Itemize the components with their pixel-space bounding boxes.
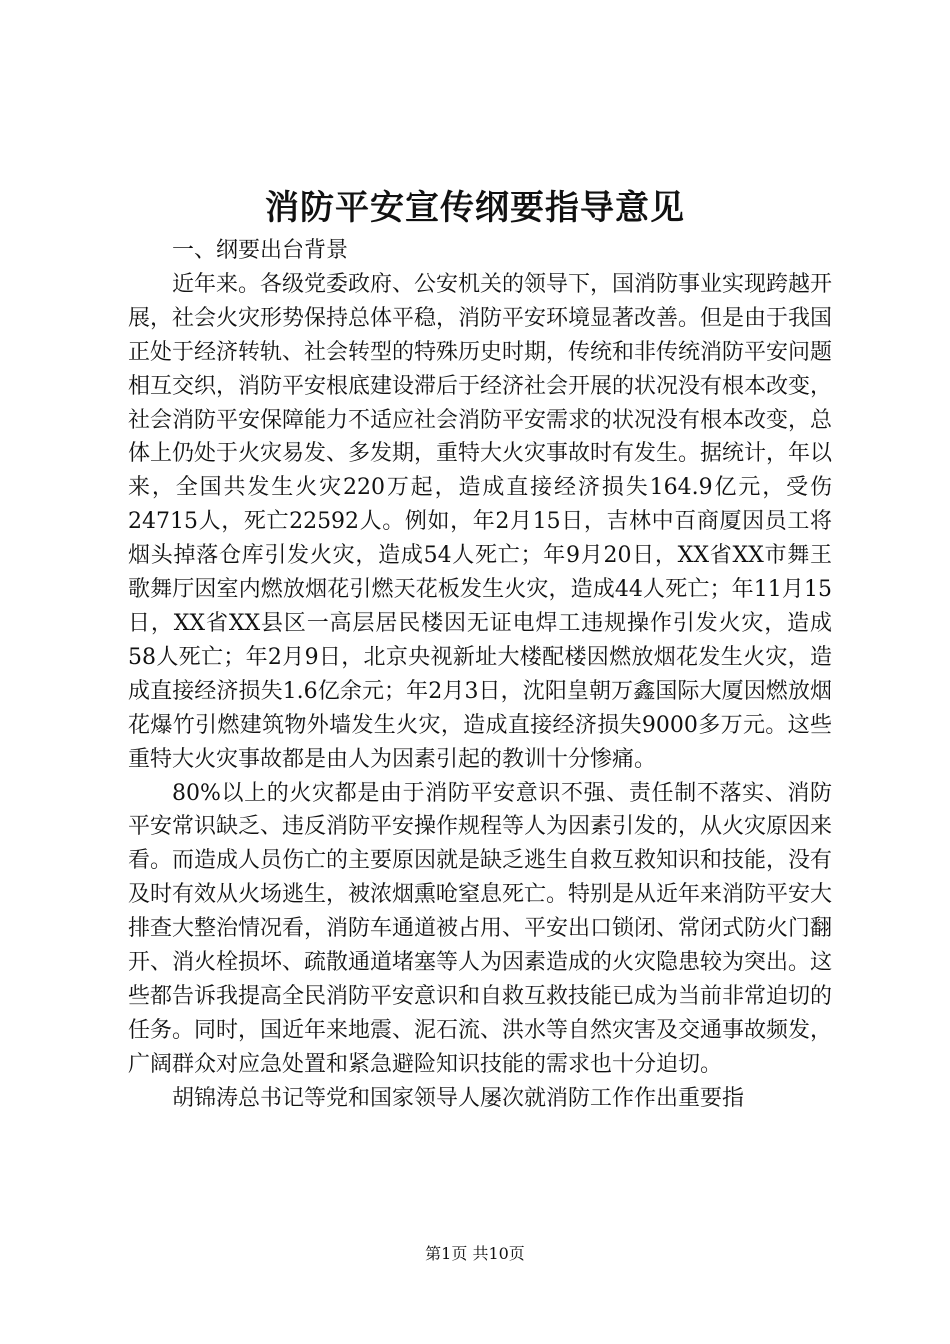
- document-body: [128, 234, 832, 1116]
- paragraph-causes: 80%以上的火灾都是由于消防平安意识不强、责任制不落实、消防平安常识缺乏、违反消防平安操作规程等人为因素引发的，从火灾原因来看。而造成人员伤亡的主要原因就是缺乏逃生自救互救知识和技能，没有及时有效从火场逃生，被浓烟熏呛窒息死亡。特别是从近年来消防平安大排查大整治情况看，消防车通道被占用、平安出口锁闭、常闭式防火门翻开、消火栓损坏、疏散通道堵塞等人为因素造成的火灾隐患较为突出。这些都告诉我提高全民消防平安意识和自救互救技能已成为当前非常迫切的任务。同时，国近年来地震、泥石流、洪水等自然灾害及交通事故频发，广阔群众对应急处置和紧急避险知识技能的需求也十分迫切。: [128, 780, 833, 1077]
- page-footer: [0, 1243, 950, 1265]
- section-heading: 一、纲要出台背景: [172, 238, 349, 263]
- paragraph-leadership: 胡锦涛总书记等党和国家领导人屡次就消防工作作出重要指: [172, 1085, 745, 1111]
- document-title: 消防平安宣传纲要指导意见: [265, 188, 685, 228]
- paragraph-background: 近年来。各级党委政府、公安机关的领导下，国消防事业实现跨越开展，社会火灾形势保持总体平稳，消防平安环境显著改善。但是由于我国正处于经济转轨、社会转型的特殊历史时期，传统和非传统消防平安问题相互交织，消防平安根底建设滞后于经济社会开展的状况没有根本改变，社会消防平安保障能力不适应社会消防平安需求的状况没有根本改变，总体上仍处于火灾易发、多发期，重特大火灾事故时有发生。据统计，年以来，全国共发生火灾220万起，造成直接经济损失164.9亿元，受伤24715人，死亡22592人。例如，年2月15日，吉林中百商厦因员工将烟头掉落仓库引发火灾，造成54人死亡；年9月20日，XX省XX市舞王歌舞厅因室内燃放烟花引燃天花板发生火灾，造成44人死亡；年11月15日，XX省XX县区一高层居民楼因无证电焊工违规操作引发火灾，造成58人死亡；年2月9日，北京央视新址大楼配楼因燃放烟花发生火灾，造成直接经济损失1.6亿余元；年2月3日，沈阳皇朝万鑫国际大厦因燃放烟花爆竹引燃建筑物外墙发生火灾，造成直接经济损失9000多万元。这些重特大火灾事故都是由人为因素引起的教训十分惨痛。: [128, 271, 833, 772]
- page-number: 第1页 共10页: [425, 1244, 525, 1263]
